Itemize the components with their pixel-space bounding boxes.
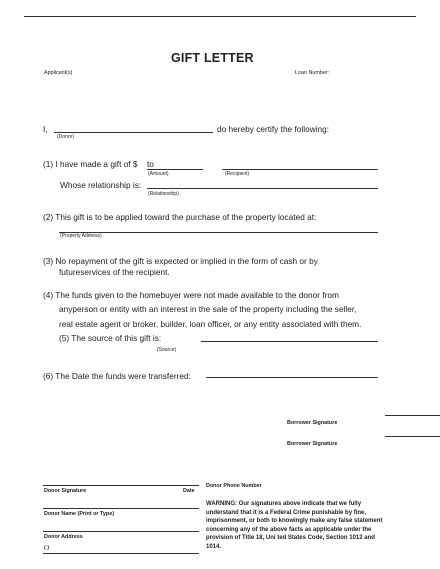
date-label: Date — [183, 488, 195, 494]
borrower-signature-1: Borrower Signature — [287, 420, 338, 426]
item4-line3: real estate agent or broker, builder, loan officer, or any entity associated with them. — [59, 319, 362, 329]
relationship-caption: (Relationship) — [148, 191, 179, 197]
document-title: GIFT LETTER — [171, 51, 254, 65]
donor-name-print-line[interactable] — [43, 508, 199, 509]
amount-line[interactable] — [147, 169, 203, 170]
warning-statement: WARNING: Our signatures above indicate that we fully understand that it is a Federal Crime punishable by fine, imprisonment, or both to knowingly make any false statement concerning any of the above facts as applicable under the provision of Title 18, Uni ted States Code, Section 1012 and 1014. — [206, 501, 383, 550]
relationship-line[interactable] — [147, 188, 378, 189]
item1-text: (1) I have made a gift of $ — [43, 159, 138, 169]
applicants-label: Applicant(s) — [44, 70, 73, 76]
donor-caption: (Donor) — [57, 134, 74, 140]
top-rule — [24, 16, 416, 17]
amount-caption: (Amount) — [148, 171, 169, 177]
item3-line2: futureservices of the recipient. — [59, 267, 170, 277]
property-address-line[interactable] — [59, 232, 378, 233]
donor-signature-line[interactable] — [43, 485, 199, 486]
donor-phone-label: Donor Phone Number — [206, 483, 262, 489]
source-line[interactable] — [201, 341, 378, 342]
recipient-line[interactable] — [222, 169, 378, 170]
item6-text: (6) The Date the funds were transferred: — [43, 371, 191, 381]
property-caption: (Property Address) — [60, 233, 102, 239]
donor-address-label: Donor Address — [44, 534, 83, 540]
item4-line1: (4) The funds given to the homebuyer were not made available to the donor from — [43, 290, 339, 300]
borrower-signature-2: Borrower Signature — [287, 441, 338, 447]
borrower-signature-line-2[interactable] — [385, 436, 440, 437]
borrower-signature-line-1[interactable] — [385, 415, 440, 416]
donor-address-line[interactable] — [43, 531, 199, 532]
phone-parens: ( ) — [44, 545, 50, 551]
certify-prefix: I, — [43, 124, 48, 134]
item2-text: (2) This gift is to be applied toward the purchase of the property located at: — [43, 212, 317, 222]
donor-name-line[interactable] — [54, 132, 213, 133]
source-caption: (Source) — [157, 347, 177, 353]
item1-to: to — [147, 159, 154, 169]
item5-text: (5) The source of this gift is: — [59, 333, 162, 343]
donor-signature-label: Donor Signature — [44, 488, 87, 494]
loan-number-label: Loan Number: — [295, 70, 330, 76]
relationship-text: Whose relationship is: — [60, 180, 142, 190]
recipient-caption: (Recipient) — [225, 171, 250, 177]
certify-suffix: do hereby certify the following: — [217, 124, 330, 134]
item3-line1: (3) No repayment of the gift is expected or implied in the form of cash or by — [43, 256, 318, 266]
donor-name-label: Donor Name (Print or Type) — [44, 511, 114, 517]
transfer-date-line[interactable] — [206, 377, 378, 378]
donor-phone-line[interactable] — [43, 553, 199, 554]
item4-line2: anyperson or entity with an interest in the sale of the property including the seller, — [59, 304, 357, 314]
